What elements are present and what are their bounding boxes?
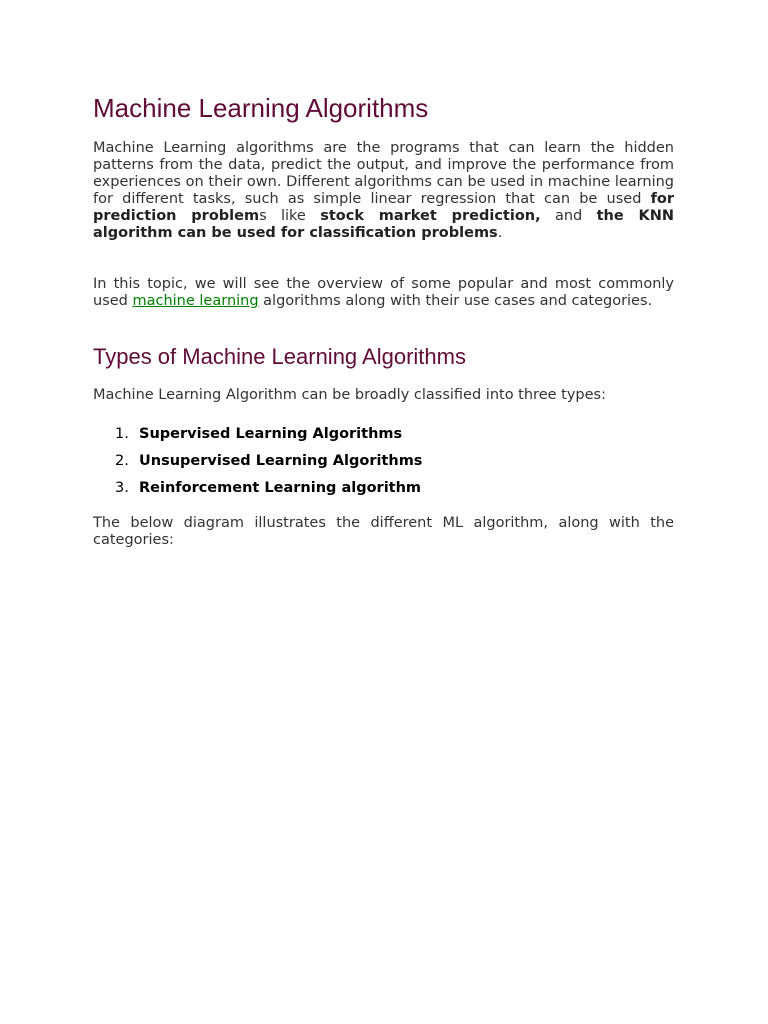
list-number: 2. [115, 453, 129, 469]
page-title: Machine Learning Algorithms [93, 93, 429, 123]
topic-text-2: algorithms along with their use cases and categories. [258, 293, 653, 309]
list-number: 3. [115, 480, 129, 496]
intro-text-2: s like [259, 208, 321, 224]
list-item [93, 426, 422, 453]
topic-text-1: In this topic, we will see the overview of some popular and most commonly used [93, 276, 674, 309]
intro-text-3: and [540, 208, 597, 224]
types-intro-paragraph: Machine Learning Algorithm can be broadly classified into three types: [93, 387, 606, 403]
machine-learning-link[interactable]: machine learning [132, 293, 259, 309]
intro-paragraph [93, 140, 674, 242]
intro-bold-stock: stock market prediction, [320, 208, 541, 224]
intro-bold-prediction: for prediction problem [93, 191, 674, 224]
intro-text-1: Machine Learning algorithms are the programs that can learn the hidden patterns from the data, predict the output, and improve the performance from experiences on their own. Different algorithms can be used in machine learning for different tasks, such as simple linear regression that can be used [93, 140, 674, 207]
intro-bold-knn: the KNN algorithm can be used for classification problems [93, 208, 674, 241]
list-item [93, 480, 422, 507]
list-number: 1. [115, 426, 129, 442]
list-item [93, 453, 422, 480]
topic-paragraph [93, 276, 674, 310]
list-item-label: Unsupervised Learning Algorithms [139, 453, 423, 469]
list-item-label: Supervised Learning Algorithms [139, 426, 403, 442]
section-title: Types of Machine Learning Algorithms [93, 344, 466, 369]
list-item-label: Reinforcement Learning algorithm [139, 480, 422, 496]
intro-text-4: . [497, 225, 503, 241]
types-list [93, 426, 422, 507]
diagram-intro-paragraph: The below diagram illustrates the different ML algorithm, along with the categories: [93, 515, 674, 548]
